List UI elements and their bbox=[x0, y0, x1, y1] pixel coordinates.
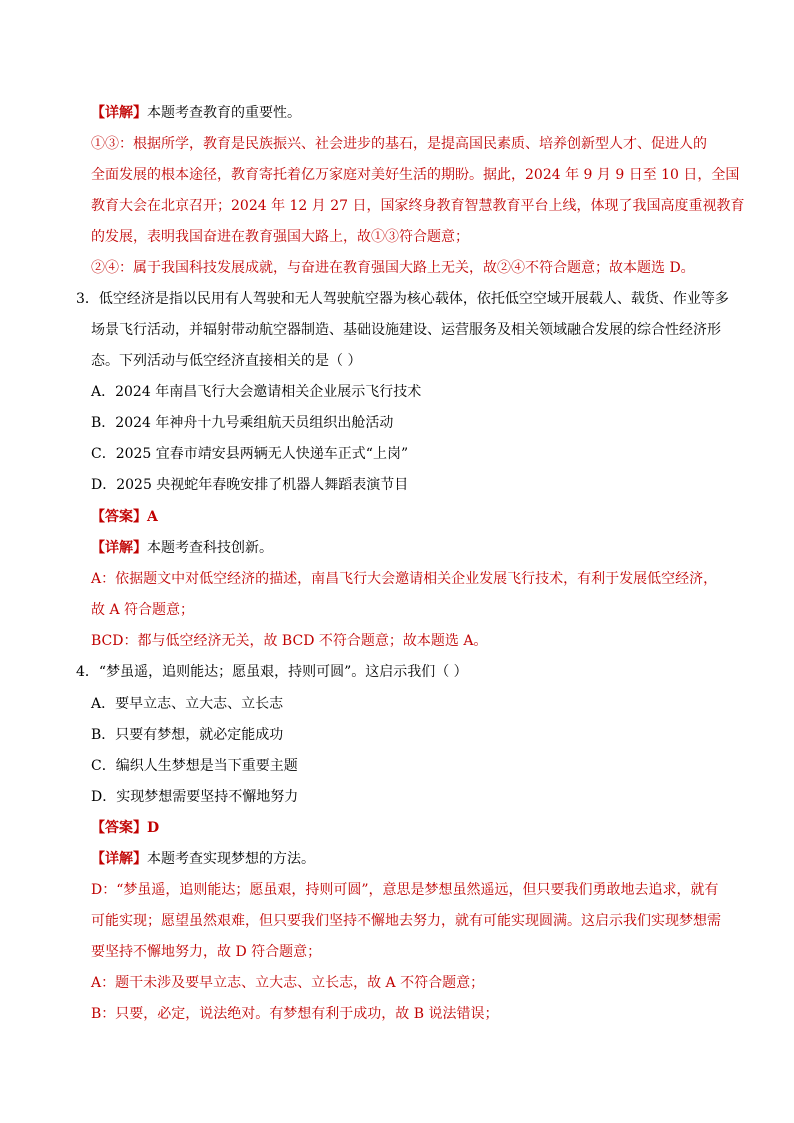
detail-text: 本题考查实现梦想的方法。 bbox=[147, 851, 315, 867]
question-4-option-c: C．编织人生梦想是当下重要主题 bbox=[91, 758, 298, 774]
detail-tag: 【详解】 bbox=[91, 540, 147, 556]
explanation-line: 的发展，表明我国奋进在教育强国大路上，故①③符合题意； bbox=[91, 229, 469, 245]
explanation-line: A：依据题文中对低空经济的描述，南昌飞行大会邀请相关企业发展飞行技术，有利于发展低空经济， bbox=[91, 571, 718, 587]
explanation-line: ②④：属于我国科技发展成就，与奋进在教育强国大路上无关，故②④不符合题意；故本题选 D。 bbox=[91, 260, 695, 276]
explanation-line: B：只要，必定，说法绝对。有梦想有利于成功，故 B 说法错误； bbox=[91, 1006, 499, 1022]
explanation-line: 可能实现；愿望虽然艰难，但只要我们坚持不懈地去努力，就有可能实现圆满。这启示我们实现梦想需 bbox=[91, 913, 721, 929]
question-3-option-b: B．2024 年神舟十九号乘组航天员组织出舱活动 bbox=[91, 415, 394, 431]
detail-heading-q3 bbox=[91, 538, 273, 558]
question-3-option-c: C．2025 宜春市靖安县两辆无人快递车正式“上岗” bbox=[91, 446, 409, 462]
question-4-option-a: A．要早立志、立大志、立长志 bbox=[91, 696, 284, 712]
detail-tag: 【详解】 bbox=[91, 105, 147, 121]
detail-heading-q2 bbox=[91, 103, 301, 123]
explanation-line: 全面发展的根本途径，教育寄托着亿万家庭对美好生活的期盼。据此，2024 年 9 月 9 日至 10 日，全国 bbox=[91, 167, 740, 183]
explanation-line: 教育大会在北京召开；2024 年 12 月 27 日，国家终身教育智慧教育平台上线，体现了我国高度重视教育 bbox=[91, 198, 745, 214]
question-3-stem-cont: 场景飞行活动，并辐射带动航空器制造、基础设施建设、运营服务及相关领域融合发展的综合性经济形 bbox=[91, 322, 721, 338]
detail-tag: 【详解】 bbox=[91, 851, 147, 867]
detail-text: 本题考查科技创新。 bbox=[147, 540, 273, 556]
explanation-line: BCD：都与低空经济无关，故 BCD 不符合题意；故本题选 A。 bbox=[91, 633, 488, 649]
question-4-answer: 【答案】D bbox=[91, 820, 160, 836]
explanation-line: 要坚持不懈地努力，故 D 符合题意； bbox=[91, 944, 322, 960]
question-3-answer: 【答案】A bbox=[91, 509, 158, 525]
question-4-option-d: D．实现梦想需要坚持不懈地努力 bbox=[91, 789, 299, 805]
question-3-option-a: A．2024 年南昌飞行大会邀请相关企业展示飞行技术 bbox=[91, 384, 422, 400]
question-3-stem: 3．低空经济是指以民用有人驾驶和无人驾驶航空器为核心载体，依托低空空域开展载人、载货、作业等多 bbox=[76, 291, 729, 307]
explanation-line: 故 A 符合题意； bbox=[91, 602, 195, 618]
explanation-line: D：“梦虽遥，追则能达；愿虽艰，持则可圆”，意思是梦想虽然遥远，但只要我们勇敢地去追求，就有 bbox=[91, 882, 719, 898]
question-3-option-d: D．2025 央视蛇年春晚安排了机器人舞蹈表演节目 bbox=[91, 477, 409, 493]
question-4-option-b: B．只要有梦想，就必定能成功 bbox=[91, 727, 284, 743]
detail-text: 本题考查教育的重要性。 bbox=[147, 105, 301, 121]
question-4-stem: 4．“梦虽遥，追则能达；愿虽艰，持则可圆”。这启示我们（ ） bbox=[76, 664, 468, 680]
explanation-line: A：题干未涉及要早立志、立大志、立长志，故 A 不符合题意； bbox=[91, 975, 485, 991]
explanation-line: ①③：根据所学，教育是民族振兴、社会进步的基石，是提高国民素质、培养创新型人才、促进人的 bbox=[91, 136, 707, 152]
question-3-stem-cont: 态。下列活动与低空经济直接相关的是（ ） bbox=[91, 353, 362, 369]
detail-heading-q4 bbox=[91, 849, 315, 869]
